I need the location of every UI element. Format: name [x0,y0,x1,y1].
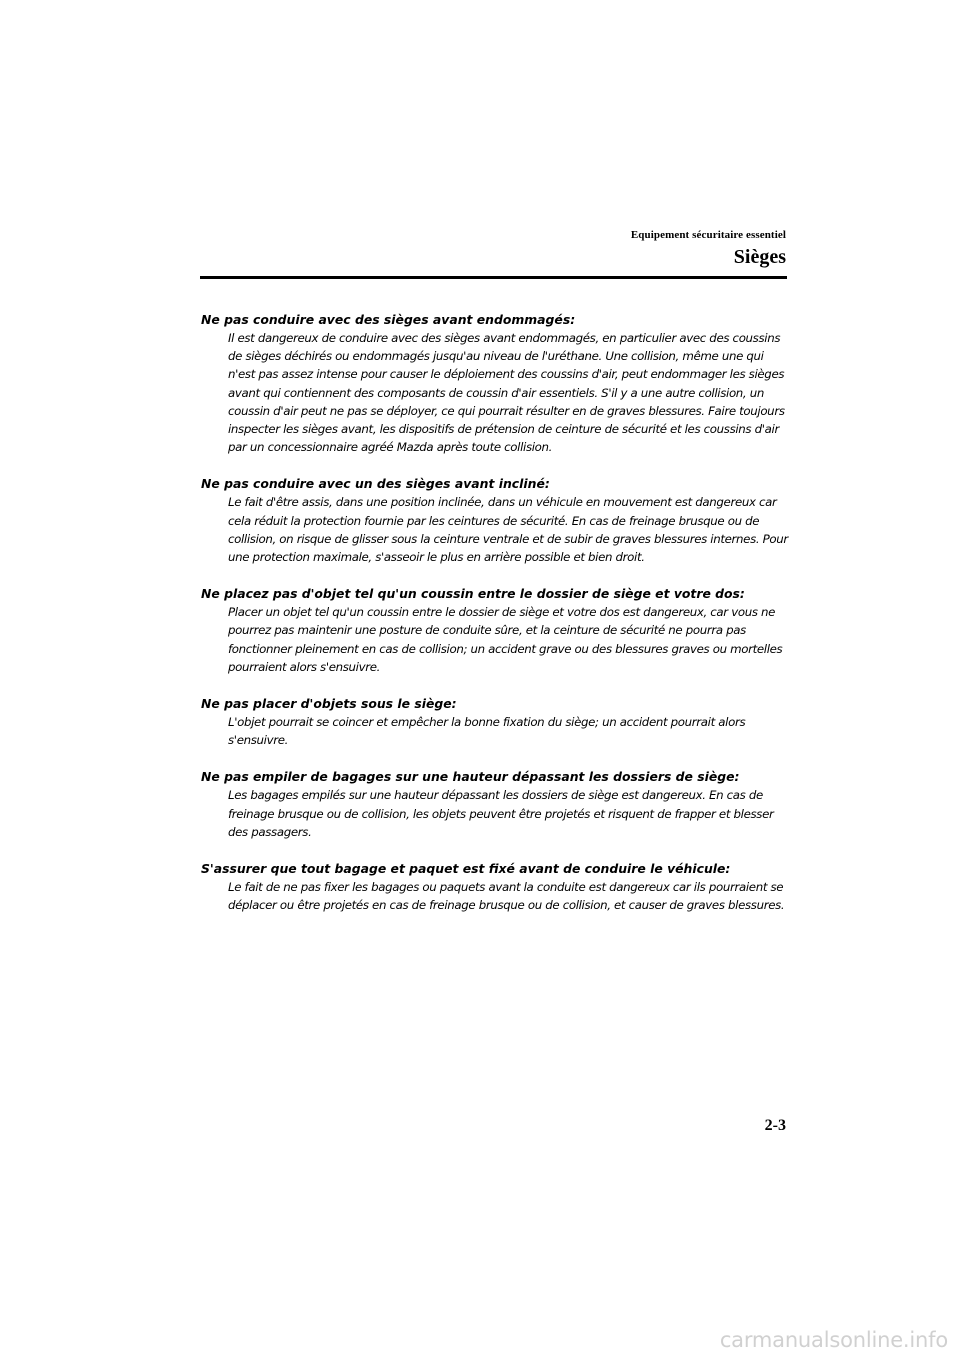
warning-list [201,311,791,933]
warning-item [201,860,791,914]
warning-item [201,311,791,456]
page-number: 2-3 [764,1117,786,1134]
header-rule [200,276,787,279]
section-title: Sièges [733,246,786,268]
warning-body: L'objet pourrait se coincer et empêcher la bonne fixation du siège; un accident pourrait alors s'ensuivre. [228,715,746,748]
warning-heading: Ne pas placer d'objets sous le siège: [201,696,457,712]
warning-heading: Ne pas conduire avec des sièges avant endommagés: [201,312,576,327]
warning-body: Le fait de ne pas fixer les bagages ou paquets avant la conduite est dangereux car ils pourraient se déplacer ou être projetés en cas de freinage brusque ou de collision, et causer de graves blessures. [228,880,785,913]
section-label: Equipement sécuritaire essentiel [630,229,786,241]
warning-item [201,475,791,566]
warning-item [201,585,791,676]
warning-body: Placer un objet tel qu'un coussin entre le dossier de siège et votre dos est dangereux, car vous ne pourrez pas maintenir une posture de conduite sûre, et la ceinture de sécurité ne pourra pas fonctionner pleinement en cas de collision; un accident grave ou des blessures graves ou mortelles pourraient alors s'ensuivre. [228,605,783,674]
warning-body: Le fait d'être assis, dans une position inclinée, dans un véhicule en mouvement est dangereux car cela réduit la protection fournie par les ceintures de sécurité. En cas de freinage brusque ou de collision, on risque de glisser sous la ceinture ventrale et de subir de graves blessures internes. Pour une protection maximale, s'asseoir le plus en arrière possible et bien droit. [228,495,788,565]
warning-item [201,768,791,841]
warning-heading: Ne pas conduire avec un des sièges avant incliné: [201,476,550,492]
warning-body: Il est dangereux de conduire avec des sièges avant endommagés, en particulier avec des coussins de sièges déchirés ou endommagés jusqu'au niveau de l'uréthane. Une collision, même une qui n'est pas assez intense pour causer le déploiement des coussins d'air, peut endommager les sièges avant qui contiennent des composants de coussin d'air essentiels. S'il y a une autre collision, un coussin d'air peut ne pas se déployer, ce qui pourrait résulter en de graves blessures. Faire toujours inspecter les sièges avant, les dispositifs de prétension de ceinture de sécurité et les coussins d'air par un concessionnaire agréé Mazda après toute collision. [228,331,785,455]
warning-heading: S'assurer que tout bagage et paquet est fixé avant de conduire le véhicule: [201,861,731,877]
warning-heading: Ne placez pas d'objet tel qu'un coussin entre le dossier de siège et votre dos: [201,586,745,602]
warning-heading: Ne pas empiler de bagages sur une hauteur dépassant les dossiers de siège: [201,769,740,785]
watermark-text: carmanualsonline.info [719,1328,948,1352]
warning-item [201,695,791,749]
page-header [631,228,786,269]
warning-body: Les bagages empilés sur une hauteur dépassant les dossiers de siège est dangereux. En cas de freinage brusque ou de collision, les objets peuvent être projetés et risquent de frapper et blesser des passagers. [228,788,774,839]
